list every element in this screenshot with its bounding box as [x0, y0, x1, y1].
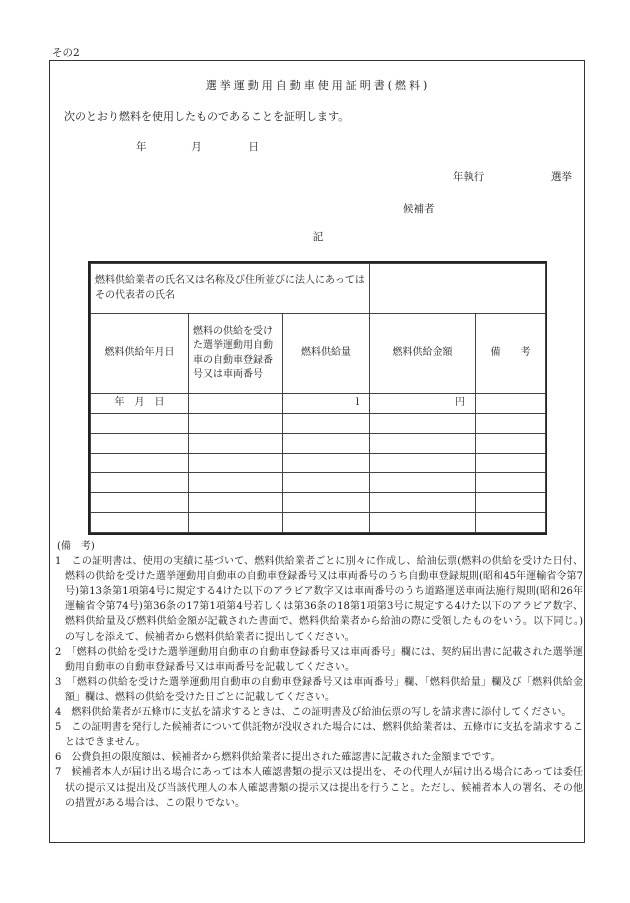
candidate-label: 候補者 [403, 203, 435, 215]
blank-cell[interactable] [189, 473, 283, 493]
document-title: 選挙運動用自動車使用証明書(燃料) [205, 79, 431, 92]
supplier-field[interactable] [370, 264, 546, 314]
blank-cell[interactable] [189, 493, 283, 513]
note-item-2: 2 「燃料の供給を受けた選挙運動用自動車の自動車登録番号又は車両番号」欄には、契約届出書に記載された選挙運動用自動車の自動車登録番号又は車両番号を記載してください。 [55, 646, 583, 673]
fuel-table [88, 261, 547, 535]
form-number: その2 [52, 47, 80, 59]
blank-cell[interactable] [283, 414, 370, 434]
blank-cell[interactable] [370, 433, 476, 453]
note-item-7: 7 候補者本人が届け出る場合にあっては本人確認書類の提示又は提出を、その代理人が届け出る場合にあっては委任状の提示又は提出及び当該代理人の本人確認書類の提示又は提出を行うこと。ただし、候補者本人の署名、その他の措置がある場合は、この限りでない。 [55, 767, 583, 809]
blank-cell[interactable] [91, 433, 189, 453]
header-supply-amount: 燃料供給金額 [370, 314, 476, 394]
election-held-label: 年執行 [452, 171, 485, 183]
blank-cell[interactable] [283, 513, 370, 533]
notes-heading: (備 考) [57, 541, 95, 552]
blank-cell[interactable] [476, 493, 546, 513]
row-remarks-cell[interactable] [476, 394, 546, 414]
date-year-label: 年 [136, 141, 147, 153]
note-item-4: 4 燃料供給業者が五條市に支払を請求するときは、この証明書及び給油伝票の写しを請求書に添付してください。 [55, 707, 572, 719]
header-supply-quantity: 燃料供給量 [283, 314, 370, 394]
note-item-3: 3 「燃料の供給を受けた選挙運動用自動車の自動車登録番号又は車両番号」欄、「燃料供給量」欄及び「燃料供給金額」欄は、燃料の供給を受けた日ごとに記載してください。 [55, 676, 583, 703]
blank-cell[interactable] [476, 453, 546, 473]
blank-cell[interactable] [91, 493, 189, 513]
blank-cell[interactable] [476, 433, 546, 453]
intro-text: 次のとおり燃料を使用したものであることを証明します。 [64, 110, 350, 123]
blank-cell[interactable] [370, 473, 476, 493]
blank-cell[interactable] [189, 453, 283, 473]
blank-cell[interactable] [370, 493, 476, 513]
blank-cell[interactable] [370, 453, 476, 473]
row-vehicle-cell[interactable] [189, 394, 283, 414]
blank-cell[interactable] [189, 513, 283, 533]
blank-cell[interactable] [370, 513, 476, 533]
row-amount-cell[interactable]: 円 [370, 394, 476, 414]
election-label: 選挙 [551, 171, 572, 183]
row-date-cell[interactable]: 年 月 日 [91, 394, 189, 414]
header-remarks: 備 考 [476, 314, 546, 394]
header-supply-date: 燃料供給年月日 [91, 314, 189, 394]
blank-cell[interactable] [189, 433, 283, 453]
blank-cell[interactable] [283, 453, 370, 473]
blank-cell[interactable] [283, 493, 370, 513]
blank-cell[interactable] [370, 414, 476, 434]
row-quantity-cell[interactable]: l [283, 394, 370, 414]
note-item-6: 6 公費負担の限度額は、候補者から燃料供給業者に提出された確認書に記載された金額までです。 [55, 752, 501, 764]
blank-cell[interactable] [91, 513, 189, 533]
header-vehicle-number: 燃料の供給を受けた選挙運動用自動車の自動車登録番号又は車両番号 [189, 314, 283, 394]
certificate-frame [49, 60, 585, 843]
election-line [453, 169, 572, 184]
blank-cell[interactable] [91, 453, 189, 473]
blank-cell[interactable] [189, 414, 283, 434]
record-label: 記 [312, 231, 324, 243]
date-month-label: 月 [191, 141, 202, 153]
blank-cell[interactable] [283, 473, 370, 493]
date-line [136, 139, 259, 154]
blank-cell[interactable] [91, 414, 189, 434]
blank-cell[interactable] [476, 414, 546, 434]
blank-cell[interactable] [476, 513, 546, 533]
supplier-label: 燃料供給業者の氏名又は名称及び住所並びに法人にあってはその代表者の氏名 [91, 264, 370, 314]
date-day-label: 日 [248, 141, 259, 153]
blank-cell[interactable] [476, 473, 546, 493]
note-item-1: 1 この証明書は、使用の実績に基づいて、燃料供給業者ごとに別々に作成し、給油伝票(燃料の供給を受けた日付、燃料の供給を受けた選挙運動用自動車の自動車登録番号又は車両番号のうち自動車登録規則(昭和45年運輸省令第7号)第13条第1項第4号に規定する4けた以下のアラビア数字又は車両番号のうち道路運送車両法施行規則(昭和26年運輸省令第74号)第36条の17第1項第4号若しくは第36条の18第1項第3号に規定する4けた以下のアラビア数字、燃料供給量及び燃料供給金額が記載された書面で、燃料供給業者から給油の際に受領したものをいう。以下同じ。)の写しを添えて、候補者から燃料供給業者に提出してください。 [55, 556, 583, 643]
blank-cell[interactable] [91, 473, 189, 493]
blank-cell[interactable] [283, 433, 370, 453]
note-item-5: 5 この証明書を発行した候補者について供託物が没収された場合には、燃料供給業者は、五條市に支払を請求することはできません。 [55, 722, 583, 749]
notes-section [55, 539, 583, 811]
